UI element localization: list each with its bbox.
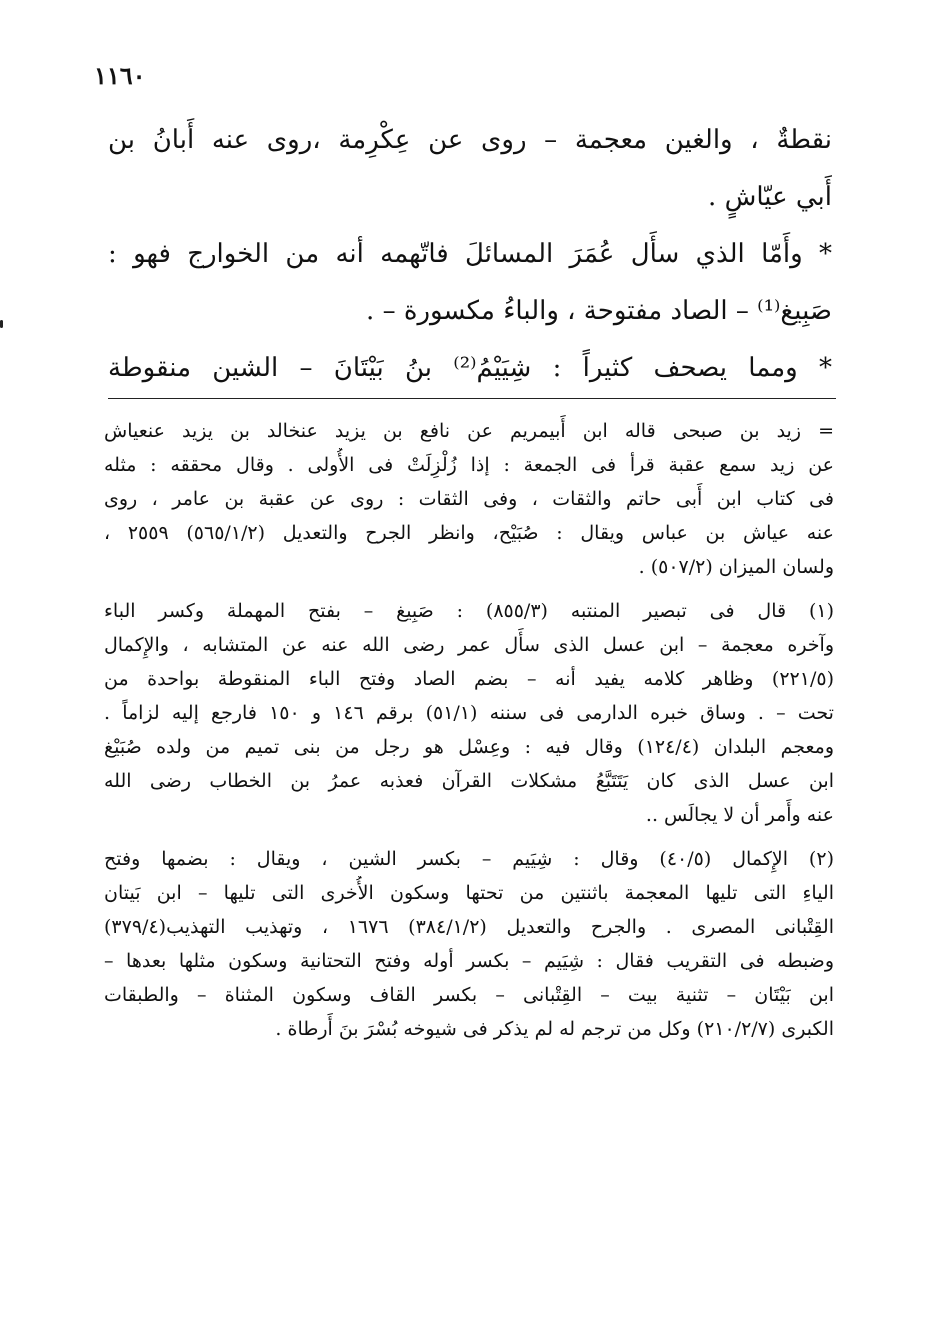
main-text-line: * وأَمّا الذي سأَل عُمَرَ المسائلَ فاتّهمه أنه من الخوارج فهو : — [108, 239, 832, 269]
footnote-line: عنه وأَمر أن لا يجالَس .. — [645, 804, 834, 826]
footnote-line: (٢٢١/٥) وظاهر كلامه يفيد أنه – بضم الصاد وفتح الباء المنقوطة بواحدة من — [104, 668, 834, 690]
main-text-line: صَبِيغ⁽¹⁾ – الصاد مفتوحة ، والباءُ مكسورة – . — [366, 296, 832, 326]
page-number: ١١٦٠ — [94, 61, 146, 90]
footnote-line: (٢) الإِكمال (٤٠/٥) وقال : شِيَيم – بكسر الشين ، ويقال : بضمها وفتح — [104, 848, 834, 870]
main-text-line: * ومما يصحف كثيراً : شِيَيْمُ⁽²⁾ بنُ بَيْتَانَ – الشين منقوطة — [108, 353, 832, 383]
footnote-line: ابن عسل الذى كان يَتَتَبَّعُ مشكلات القرآن فعذبه عمرُ بن الخطاب رضى الله — [104, 770, 834, 792]
footnote-line: = زيد بن صبحى قاله ابن أَبيمريم عن نافع بن يزيد عنخالد بن يزيد عنعياش — [104, 420, 834, 442]
footnotes — [104, 414, 834, 1056]
footnote-line: تحت – . وساق خبره الدارمى فى سننه (٥١/١) برقم ١٤٦ و ١٥٠ فارجع إليه لزاماً . — [104, 702, 834, 724]
footnote-divider — [108, 398, 836, 399]
footnote-line: ومعجم البلدان (١٢٤/٤) وقال فيه : وعِسْل هو رجل من بنى تميم من ولده صُبَيْغ — [104, 736, 834, 758]
footnote-line: ولسان الميزان (٥٠٧/٢) . — [638, 556, 834, 578]
footnote-1 — [104, 594, 834, 832]
footnote-line: وآخره معجمة – ابن عسل الذى سأَل عمر رضى الله عنه عن المتشابه ، والإِكمال — [104, 634, 834, 656]
footnote-line: القِتْبانى المصرى . والجرح والتعديل (٣٨٤/١/٢) ١٦٧٦ ، وتهذيب التهذيب(٣٧٩/٤) — [104, 916, 834, 938]
main-text-line: أَبي عيّاشٍ . — [708, 182, 832, 212]
main-text-line: نقطةٌ ، والغين معجمة – روى عن عِكْرِمة ،روى عنه أَبانُ بن — [108, 125, 832, 155]
footnote-line: عن زيد سمع عقبة قرأ فى الجمعة : إذا زُلْزِلَتْ فى الأُولى . وقال محققه : مثله — [104, 454, 834, 476]
scan-margin-mark — [0, 320, 3, 328]
footnote-line: (١) قال فى تبصير المنتبه (٨٥٥/٣) : صَبِيغ – بفتح المهملة وكسر الباء — [104, 600, 834, 622]
footnote-line: فى كتاب ابن أَبى حاتم والثقات ، وفى الثقات : روى عن عقبة بن عامر ، روى — [104, 488, 834, 510]
footnote-line: وضبطه فى التقريب فقال : شِيَيم – بكسر أوله وفتح التحتانية وسكون مثلها بعدها – — [104, 950, 834, 972]
footnote-line: عنه عياش بن عباس ويقال : صُبَيْح، وانظر الجرح والتعديل (٥٦٥/١/٢) ٢٥٥٩ ، — [104, 522, 834, 544]
footnote-continued — [104, 414, 834, 584]
footnote-line: الياءِ التى تليها المعجمة باثنتين من تحتها وسكون الأُخرى التى تليها – ابن بَيتان — [104, 882, 834, 904]
footnote-2 — [104, 842, 834, 1046]
main-text — [108, 112, 832, 397]
footnote-line: الكبرى (٢١٠/٢/٧) وكل من ترجم له لم يذكر فى شيوخه بُسْرَ بنَ أَرطاة . — [275, 1018, 834, 1040]
footnote-line: ابن بَيْتَان – تثنية بيت – القِتْبانى – بكسر القاف وسكون المثناة – والطبقات — [104, 984, 834, 1006]
